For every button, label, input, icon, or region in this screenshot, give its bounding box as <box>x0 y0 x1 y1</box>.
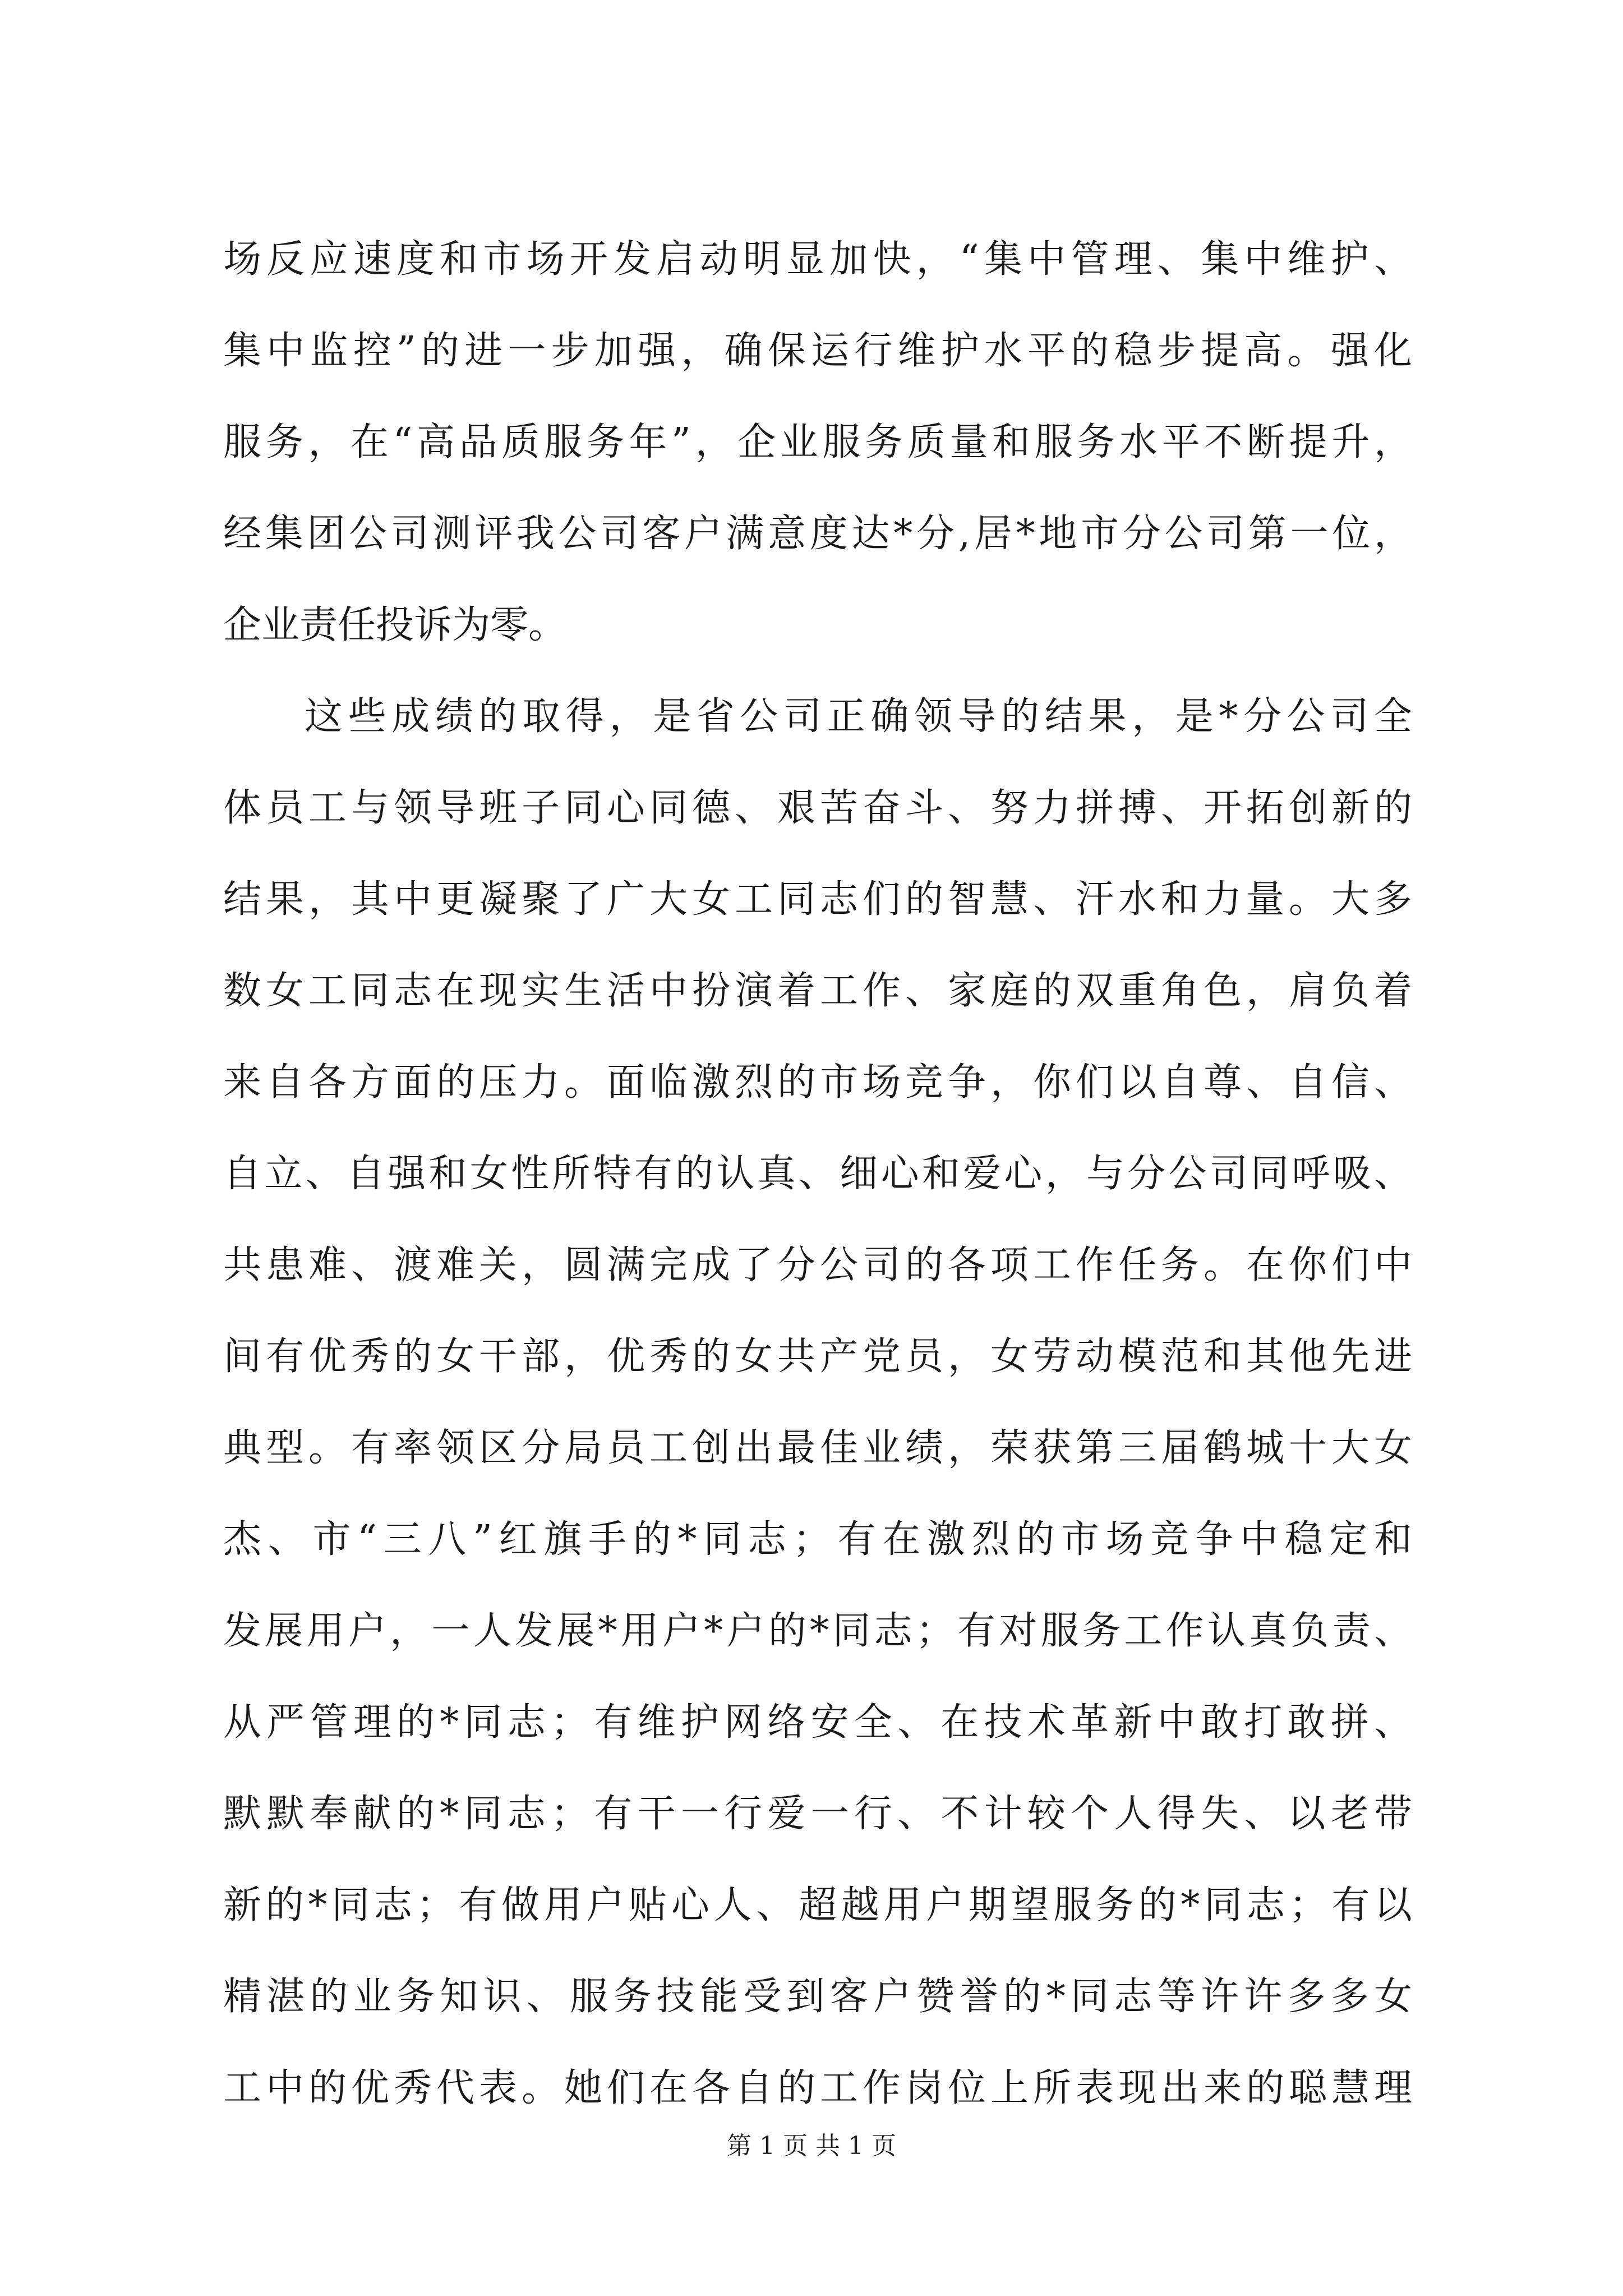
body-text-line: 工中的优秀代表。她们在各自的工作岗位上所表现出来的聪慧理 <box>223 2066 1412 2110</box>
body-text-line: 从严管理的*同志；有维护网络安全、在技术革新中敢打敢拼、 <box>223 1700 1412 1745</box>
body-text-line: 企业责任投诉为零。 <box>223 603 567 647</box>
body-text-line: 共患难、渡难关，圆满完成了分公司的各项工作任务。在你们中 <box>223 1243 1412 1287</box>
body-text-line: 场反应速度和市场开发启动明显加快，“集中管理、集中维护、 <box>223 237 1412 282</box>
body-text-line: 典型。有率领区分局员工创出最佳业绩，荣获第三届鹤城十大女 <box>223 1426 1412 1470</box>
body-text-line: 精湛的业务知识、服务技能受到客户赞誉的*同志等许许多多女 <box>223 1975 1412 2019</box>
body-text-line: 杰、市“三八”红旗手的*同志；有在激烈的市场竞争中稳定和 <box>223 1517 1412 1562</box>
body-text-line: 发展用户，一人发展*用户*户的*同志；有对服务工作认真负责、 <box>223 1609 1412 1653</box>
body-text-line: 自立、自强和女性所特有的认真、细心和爱心，与分公司同呼吸、 <box>223 1152 1412 1196</box>
body-text-line: 集中监控”的进一步加强，确保运行维护水平的稳步提高。强化 <box>223 329 1412 373</box>
body-text-line: 数女工同志在现实生活中扮演着工作、家庭的双重角色，肩负着 <box>223 969 1412 1013</box>
body-text-line: 体员工与领导班子同心同德、艰苦奋斗、努力拼搏、开拓创新的 <box>223 786 1412 830</box>
page-footer: 第 1 页 共 1 页 <box>727 2132 896 2160</box>
body-text-line: 来自各方面的压力。面临激烈的市场竞争，你们以自尊、自信、 <box>223 1060 1412 1105</box>
body-text-line: 结果，其中更凝聚了广大女工同志们的智慧、汗水和力量。大多 <box>223 877 1412 922</box>
body-text-line: 间有优秀的女干部，优秀的女共产党员，女劳动模范和其他先进 <box>223 1335 1412 1379</box>
body-text-line: 新的*同志；有做用户贴心人、超越用户期望服务的*同志；有以 <box>223 1883 1412 1927</box>
body-text-line: 默默奉献的*同志；有干一行爱一行、不计较个人得失、以老带 <box>223 1792 1412 1836</box>
body-text-line: 服务，在“高品质服务年”，企业服务质量和服务水平不断提升， <box>223 420 1412 464</box>
paragraph-first-line: 这些成绩的取得，是省公司正确领导的结果，是*分公司全 <box>305 694 1412 739</box>
body-text-line: 经集团公司测评我公司客户满意度达*分,居*地市分公司第一位， <box>223 512 1412 556</box>
